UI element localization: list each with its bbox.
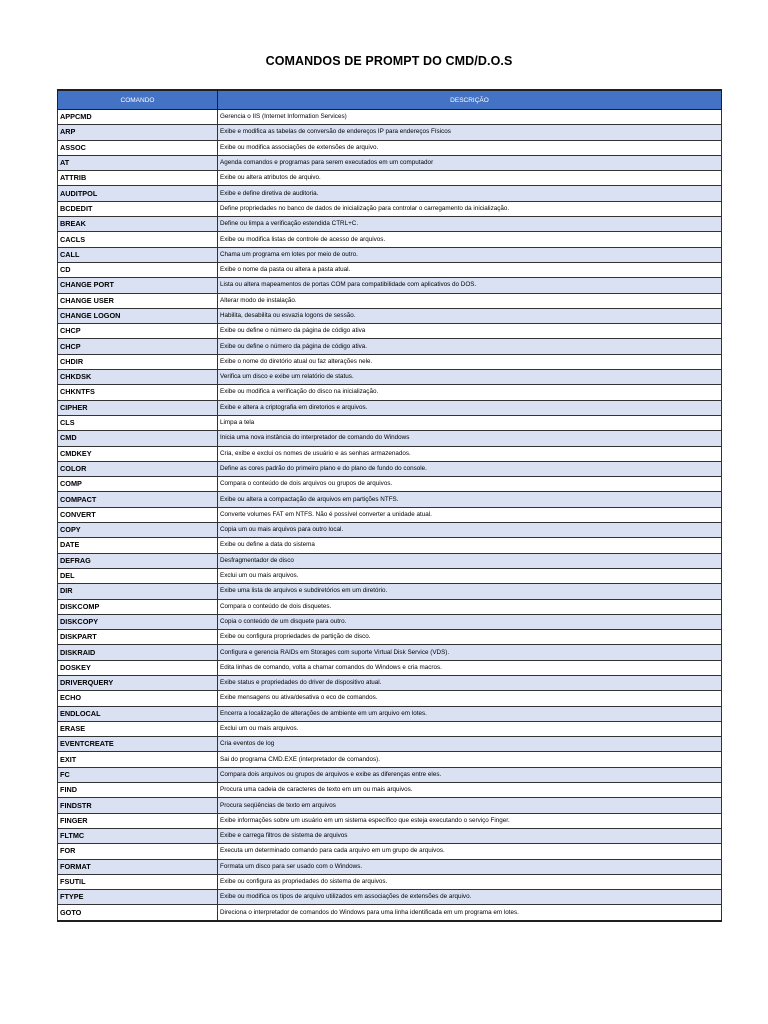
command-description: Limpa a tela [218, 415, 722, 430]
command-name: DEL [58, 568, 218, 583]
command-description: Exibe ou altera a compactação de arquivos em partições NTFS. [218, 492, 722, 507]
command-name: DISKCOMP [58, 599, 218, 614]
command-name: FORMAT [58, 859, 218, 874]
command-description: Exibe e carrega filtros de sistema de arquivos [218, 828, 722, 843]
command-name: DIR [58, 584, 218, 599]
table-row [58, 308, 722, 323]
command-name: FINDSTR [58, 798, 218, 813]
command-description: Formata um disco para ser usado com o Windows. [218, 859, 722, 874]
command-name: CALL [58, 247, 218, 262]
table-row [58, 599, 722, 614]
table-row [58, 813, 722, 828]
command-description: Compara o conteúdo de dois disquetes. [218, 599, 722, 614]
command-name: DATE [58, 538, 218, 553]
command-name: COPY [58, 523, 218, 538]
command-description: Encerra a localização de alterações de ambiente em um arquivo em lotes. [218, 706, 722, 721]
command-description: Procura seqüências de texto em arquivos [218, 798, 722, 813]
command-description: Exibe o nome da pasta ou altera a pasta atual. [218, 262, 722, 277]
command-name: COLOR [58, 461, 218, 476]
command-name: COMP [58, 477, 218, 492]
command-description: Define propriedades no banco de dados de inicialização para controlar o carregamento da inicialização. [218, 201, 722, 216]
table-row [58, 767, 722, 782]
command-description: Exibe ou configura propriedades de partição de disco. [218, 630, 722, 645]
command-name: DEFRAG [58, 553, 218, 568]
table-row [58, 431, 722, 446]
table-row [58, 492, 722, 507]
table-row [58, 706, 722, 721]
command-name: AUDITPOL [58, 186, 218, 201]
table-row [58, 354, 722, 369]
command-description: Cria, exibe e exclui os nomes de usuário e as senhas armazenados. [218, 446, 722, 461]
command-description: Habilita, desabilita ou esvazia logons de sessão. [218, 308, 722, 323]
command-name: CHANGE USER [58, 293, 218, 308]
command-description: Executa um determinado comando para cada arquivo em um grupo de arquivos. [218, 844, 722, 859]
table-row [58, 630, 722, 645]
table-row [58, 737, 722, 752]
header-row [58, 90, 722, 110]
table-row [58, 186, 722, 201]
table-row [58, 798, 722, 813]
table-row [58, 675, 722, 690]
command-description: Exibe status e propriedades do driver de dispositivo atual. [218, 675, 722, 690]
command-description: Exibe e define diretiva de auditoria. [218, 186, 722, 201]
table-row [58, 859, 722, 874]
command-description: Exibe ou altera atributos de arquivo. [218, 171, 722, 186]
table-row [58, 721, 722, 736]
table-row [58, 568, 722, 583]
command-name: CIPHER [58, 400, 218, 415]
command-name: BREAK [58, 217, 218, 232]
command-name: CMDKEY [58, 446, 218, 461]
table-row [58, 477, 722, 492]
command-name: ARP [58, 125, 218, 140]
table-row [58, 370, 722, 385]
command-name: CONVERT [58, 507, 218, 522]
table-row [58, 400, 722, 415]
command-name: DISKRAID [58, 645, 218, 660]
command-name: DOSKEY [58, 660, 218, 675]
command-description: Edita linhas de comando, volta a chamar comandos do Windows e cria macros. [218, 660, 722, 675]
command-name: DRIVERQUERY [58, 675, 218, 690]
command-name: CACLS [58, 232, 218, 247]
command-name: CHANGE PORT [58, 278, 218, 293]
table-row [58, 828, 722, 843]
command-name: COMPACT [58, 492, 218, 507]
table-row [58, 691, 722, 706]
command-description: Exibe ou define o número da página de código ativa. [218, 339, 722, 354]
command-name: APPCMD [58, 110, 218, 125]
command-description: Define ou limpa a verificação estendida CTRL+C. [218, 217, 722, 232]
command-name: CLS [58, 415, 218, 430]
command-description: Exibe uma lista de arquivos e subdiretórios em um diretório. [218, 584, 722, 599]
table-row [58, 339, 722, 354]
command-description: Exibe ou define a data do sistema [218, 538, 722, 553]
command-name: GOTO [58, 905, 218, 921]
table-row [58, 278, 722, 293]
command-name: FTYPE [58, 890, 218, 905]
command-name: CMD [58, 431, 218, 446]
command-name: CHANGE LOGON [58, 308, 218, 323]
command-name: CHKDSK [58, 370, 218, 385]
table-row [58, 890, 722, 905]
table-row [58, 415, 722, 430]
command-name: FIND [58, 783, 218, 798]
command-description: Exibe e altera a criptografia em diretorios e arquivos. [218, 400, 722, 415]
table-row [58, 293, 722, 308]
command-description: Gerencia o IIS (Internet Information Services) [218, 110, 722, 125]
command-description: Exibe ou modifica a verificação do disco na inicialização. [218, 385, 722, 400]
command-description: Cria eventos de log [218, 737, 722, 752]
command-name: DISKCOPY [58, 614, 218, 629]
table-row [58, 324, 722, 339]
command-name: CHKNTFS [58, 385, 218, 400]
command-description: Sai do programa CMD.EXE (interpretador de comandos). [218, 752, 722, 767]
table-row [58, 584, 722, 599]
command-description: Alterar modo de instalação. [218, 293, 722, 308]
command-description: Exibe mensagens ou ativa/desativa o eco de comandos. [218, 691, 722, 706]
command-description: Exibe ou modifica listas de controle de acesso de arquivos. [218, 232, 722, 247]
command-description: Exibe ou configura as propriedades do sistema de arquivos. [218, 874, 722, 889]
table-row [58, 110, 722, 125]
command-description: Define as cores padrão do primeiro plano e do plano de fundo do console. [218, 461, 722, 476]
table-row [58, 645, 722, 660]
table-row [58, 523, 722, 538]
command-name: AT [58, 155, 218, 170]
command-name: EVENTCREATE [58, 737, 218, 752]
table-row [58, 660, 722, 675]
header-command: COMANDO [58, 90, 218, 110]
command-name: ENDLOCAL [58, 706, 218, 721]
table-row [58, 125, 722, 140]
command-name: CHCP [58, 324, 218, 339]
command-name: FC [58, 767, 218, 782]
table-row [58, 201, 722, 216]
table-header [58, 90, 722, 110]
command-name: DISKPART [58, 630, 218, 645]
table-row [58, 783, 722, 798]
page-title: COMANDOS DE PROMPT DO CMD/D.O.S [265, 54, 513, 68]
table-row [58, 507, 722, 522]
command-description: Exibe e modifica as tabelas de conversão de endereços IP para endereços Físicos [218, 125, 722, 140]
table-row [58, 385, 722, 400]
table-row [58, 752, 722, 767]
table-row [58, 538, 722, 553]
command-name: BCDEDIT [58, 201, 218, 216]
command-name: CD [58, 262, 218, 277]
command-name: ERASE [58, 721, 218, 736]
command-description: Compara o conteúdo de dois arquivos ou grupos de arquivos. [218, 477, 722, 492]
command-name: FOR [58, 844, 218, 859]
command-description: Desfragmentador de disco [218, 553, 722, 568]
command-description: Exibe ou define o número da página de código ativa [218, 324, 722, 339]
table-row [58, 171, 722, 186]
table-row [58, 461, 722, 476]
table-row [58, 905, 722, 921]
table-row [58, 217, 722, 232]
command-name: FLTMC [58, 828, 218, 843]
command-description: Configura e gerencia RAIDs em Storages com suporte Virtual Disk Service (VDS). [218, 645, 722, 660]
command-description: Inicia uma nova instância do interpretador de comando do Windows [218, 431, 722, 446]
command-description: Direciona o interpretador de comandos do Windows para uma linha identificada em um programa em lotes. [218, 905, 722, 921]
command-description: Exibe informações sobre um usuário em um sistema específico que esteja executando o serviço Finger. [218, 813, 722, 828]
table-row [58, 874, 722, 889]
command-description: Lista ou altera mapeamentos de portas COM para compatibilidade com aplicativos do DOS. [218, 278, 722, 293]
command-name: FINGER [58, 813, 218, 828]
command-description: Converte volumes FAT em NTFS. Não é possível converter a unidade atual. [218, 507, 722, 522]
command-description: Verifica um disco e exibe um relatório de status. [218, 370, 722, 385]
table-row [58, 232, 722, 247]
command-name: FSUTIL [58, 874, 218, 889]
command-description: Exibe ou modifica associações de extensões de arquivo. [218, 140, 722, 155]
table-row [58, 844, 722, 859]
header-description: DESCRIÇÃO [218, 90, 722, 110]
command-name: EXIT [58, 752, 218, 767]
command-description: Chama um programa em lotes por meio de outro. [218, 247, 722, 262]
table-row [58, 262, 722, 277]
command-description: Agenda comandos e programas para serem executados em um computador [218, 155, 722, 170]
command-name: CHDIR [58, 354, 218, 369]
command-name: CHCP [58, 339, 218, 354]
command-name: ATTRIB [58, 171, 218, 186]
command-description: Exclui um ou mais arquivos. [218, 721, 722, 736]
command-description: Copia um ou mais arquivos para outro local. [218, 523, 722, 538]
command-name: ECHO [58, 691, 218, 706]
table-row [58, 140, 722, 155]
command-description: Exclui um ou mais arquivos. [218, 568, 722, 583]
command-description: Exibe ou modifica os tipos de arquivo utilizados em associações de extensões de arquivo. [218, 890, 722, 905]
command-description: Copia o conteúdo de um disquete para outro. [218, 614, 722, 629]
table-row [58, 614, 722, 629]
command-description: Compara dois arquivos ou grupos de arquivos e exibe as diferenças entre eles. [218, 767, 722, 782]
command-name: ASSOC [58, 140, 218, 155]
commands-table [57, 89, 722, 922]
table-row [58, 446, 722, 461]
command-description: Procura uma cadeia de caracteres de texto em um ou mais arquivos. [218, 783, 722, 798]
table-row [58, 155, 722, 170]
table-row [58, 553, 722, 568]
table-body [58, 110, 722, 921]
table-row [58, 247, 722, 262]
command-description: Exibe o nome do diretório atual ou faz alterações nele. [218, 354, 722, 369]
